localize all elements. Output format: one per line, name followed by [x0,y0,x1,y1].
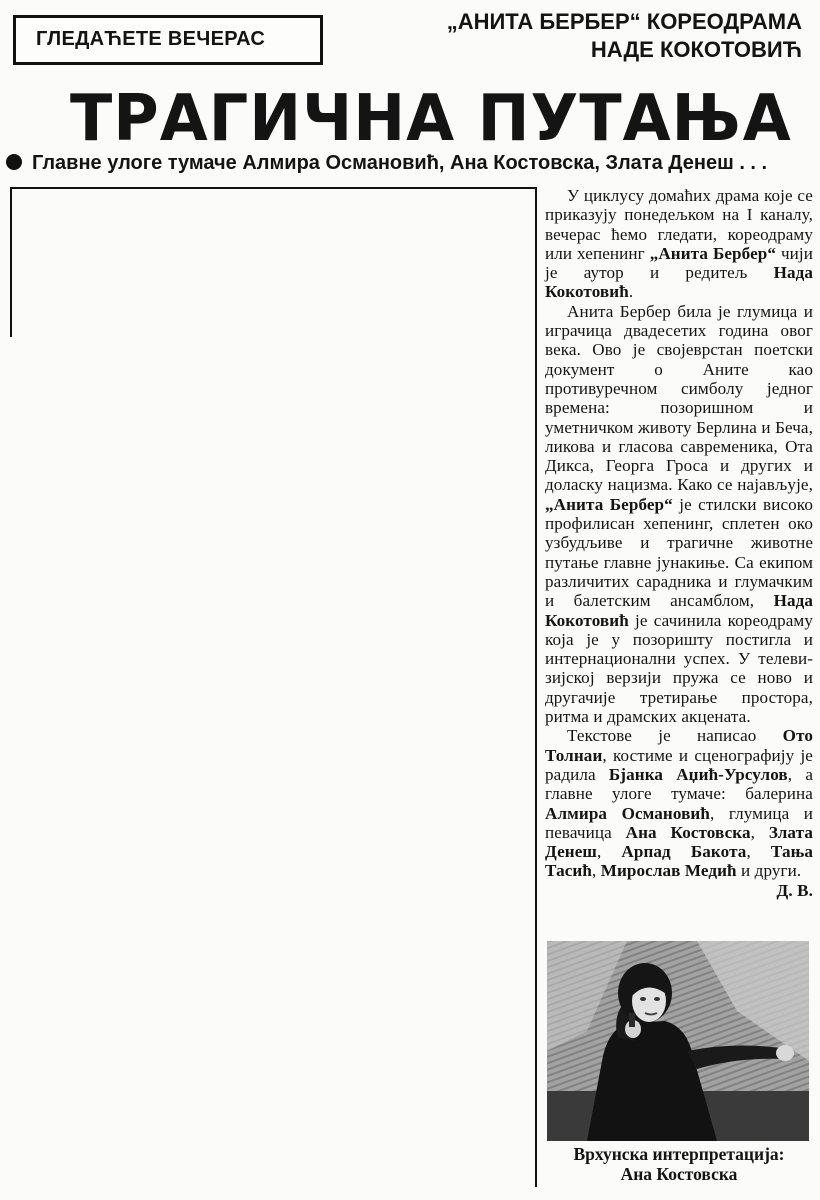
photo-caption [545,1144,813,1184]
text-run: , [750,822,769,842]
text-run: Анита Бербер била је глумица и играчица двадесетих година овог века. Ово је својеврстан поетски документ о Аните као противуречном симболу једног времена: позоришном и уметничком животу Берлина и Беча, ликова и гласова савременика, Ота Дикса, Георга Гроса и других и доласку нацизма. Како се најављује, [545,301,813,495]
bold-name: Мирослав Медић [600,861,737,881]
text-run: и други. [736,861,802,881]
article-body [545,186,813,900]
byline: Д. В. [776,880,813,900]
text-run: , [746,842,771,862]
text-run: , глумица и певачица [545,803,814,842]
bold-name: Алмира Османовић [545,803,710,823]
text-run: Текстове је написао [567,726,783,746]
bold-name: Ото Толнаи [545,726,813,765]
kicker-label: ГЛЕДАЋЕТЕ ВЕЧЕРАС [36,28,266,50]
photo-ana-kostovska [547,941,809,1141]
article-paragraph-3 [545,726,814,900]
text-run: . [628,282,634,302]
bold-name: Нада Кокотовић [545,263,813,302]
bullet-icon [6,154,22,170]
overline-line-2: НАДЕ КОКОТОВИЋ [590,37,802,62]
column-rule-left [10,187,12,337]
bold-name: Ана Костовска [625,822,751,842]
overline [382,8,802,64]
photo-illustration [547,941,809,1141]
text-run: , костиме и сценографију је радила [545,745,813,784]
bold-name: „Анита Бербер“ [545,494,673,514]
caption-line-2: Ана Костовска [620,1164,738,1184]
text-run: У циклусу домаћих драма које се приказују понедељком на I каналу, вечерас ћемо гледати, кореодраму или хепенинг [545,186,813,263]
caption-line-1: Врхунска интерпретација: [573,1144,785,1164]
headline: ТРАГИЧНА ПУТАЊА [70,79,792,156]
bold-name: Арпад Бакота [621,842,747,862]
overline-line-1: „АНИТА БЕРБЕР“ КОРЕОДРАМА [446,9,802,34]
bold-name: „Анита Бербер“ [649,243,777,263]
subhead [6,152,816,175]
text-run: чији је аутор и редитељ [545,243,813,283]
bold-name: Злата Денеш [545,822,813,862]
article-paragraph-2 [545,302,813,727]
text-run: , а главне улоге тумаче: балерина [545,764,814,804]
subhead-text: Главне улоге тумаче Алмира Османовић, Ана Костовска, Злата Денеш . . . [32,152,768,174]
text-run: је стилски високо профилисан хепенинг, сплетен око узбудљиве и трагичне животне путање главне јунакиње. Са екипом различитих сарадника и глумачким и балетским ансамблом, [545,494,813,611]
text-run: је сачинила кореодраму која је у позоришту постигла и интернационални успех. У телевизијској верзији пружа се ново и другачије третирање простора, ритма и драмских акцената. [545,610,813,727]
text-run: , [596,842,622,862]
bold-name: Нада Кокотовић [545,591,813,630]
article-paragraph-1 [545,186,813,302]
bold-name: Тања Тасић [545,842,813,881]
text-run: , [591,861,601,881]
column-rule-top [10,187,537,189]
bold-name: Бјанка Аџић-Урсулов [608,764,788,784]
column-rule-right [535,187,537,1187]
article-paragraph-3-text [545,726,813,880]
